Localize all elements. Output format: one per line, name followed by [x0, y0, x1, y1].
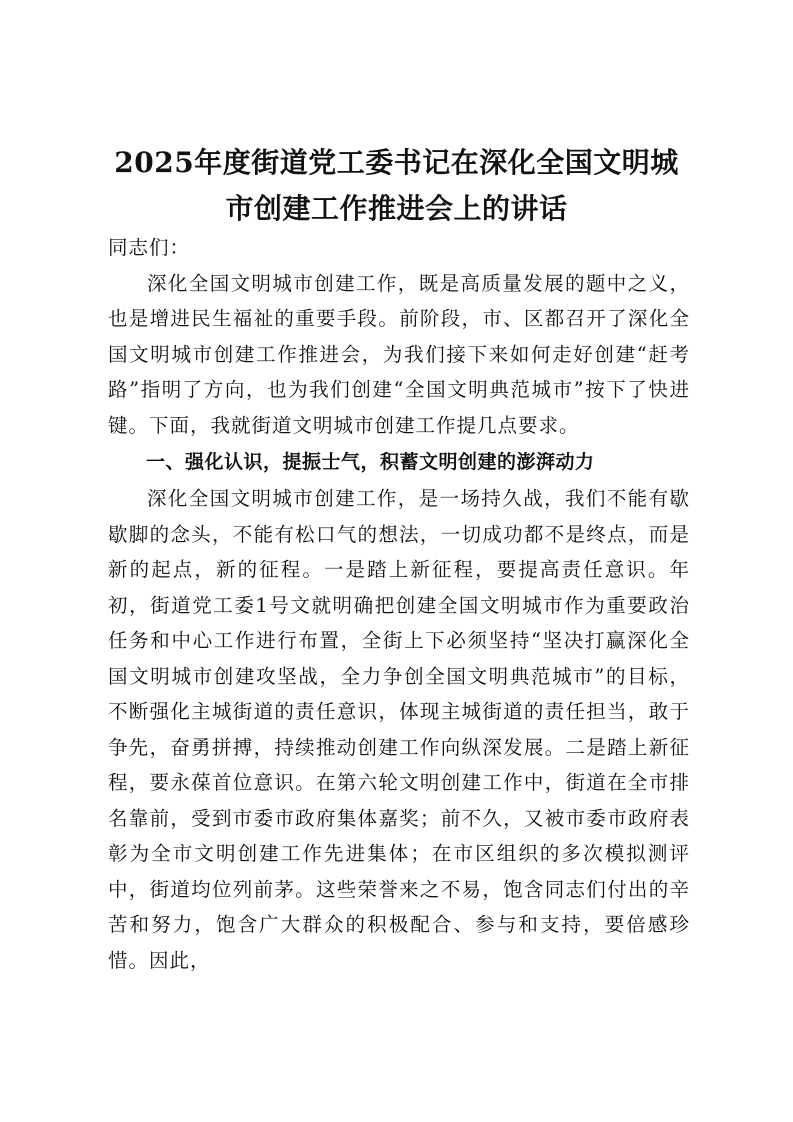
- paragraph-intro: 深化全国文明城市创建工作，既是高质量发展的题中之义，也是增进民生福祉的重要手段。前阶段，市、区都召开了深化全国文明城市创建工作推进会，为我们接下来如何走好创建“赶考路”指明了方向，也为我们创建“全国文明典范城市”按下了快进键。下面，我就街道文明城市创建工作提几点要求。: [108, 271, 690, 437]
- title-line-2: 市创建工作推进会上的讲话: [225, 192, 568, 225]
- paragraph-section-1: 深化全国文明城市创建工作，是一场持久战，我们不能有歇歇脚的念头，不能有松口气的想法，一切成功都不是终点，而是新的起点，新的征程。一是踏上新征程，要提高责任意识。年初，街道党工委1号文就明确把创建全国文明城市作为重要政治任务和中心工作进行布置，全街上下必须坚持“坚决打赢深化全国文明城市创建攻坚战，全力争创全国文明典范城市”的目标，不断强化主城街道的责任意识，体现主城街道的责任担当，敢于争先，奋勇拼搏，持续推动创建工作向纵深发展。二是踏上新征程，要永葆首位意识。在第六轮文明创建工作中，街道在全市排名靠前，受到市委市政府集体嘉奖；前不久，又被市委市政府表彰为全市文明创建工作先进集体；在市区组织的多次模拟测评中，街道均位列前茅。这些荣誉来之不易，饱含同志们付出的辛苦和努力，饱含广大群众的积极配合、参与和支持，要倍感珍惜。因此，: [108, 487, 690, 972]
- section-heading-1: 一、强化认识，提振士气，积蓄文明创建的澎湃动力: [146, 451, 595, 473]
- salutation: 同志们：: [108, 236, 191, 259]
- document-title: [90, 140, 703, 232]
- document-body: [108, 230, 690, 978]
- title-line-1: 2025年度街道党工委书记在深化全国文明城: [114, 146, 679, 179]
